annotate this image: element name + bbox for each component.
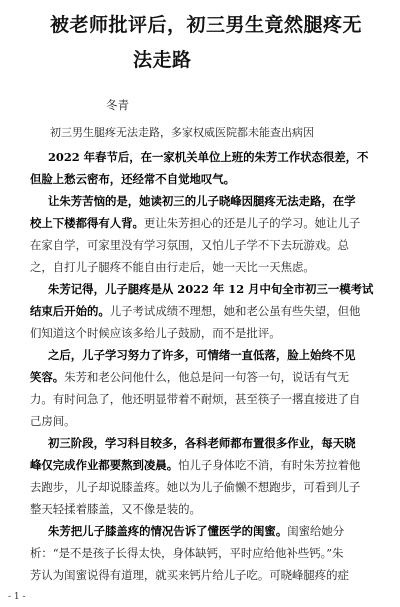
normal-text: 们知道这个时候应该多给儿子鼓励，而不是批评。 <box>30 326 281 340</box>
body-line <box>48 194 380 208</box>
body-line <box>30 480 380 494</box>
bold-text: 朱芳把儿子膝盖疼的情况告诉了懂医学的闺蜜。 <box>48 524 288 538</box>
body-line <box>48 150 380 164</box>
body-line <box>48 348 380 362</box>
page-number: - 1 - <box>8 592 26 602</box>
body-line <box>30 172 380 186</box>
body-line <box>48 436 380 450</box>
normal-text: 力。有时问急了，他还明显带着不耐烦，甚至筷子一撂直接进了自 <box>30 392 361 406</box>
normal-text: 析：“是不是孩子长得太快，身体缺钙，平时应给他补些钙。”朱 <box>30 546 344 560</box>
body-line <box>30 392 380 406</box>
bold-text: 2022 年春节后，在一家机关单位上班的朱芳工作状态很差，不 <box>48 150 369 164</box>
author-name: 冬青 <box>106 98 129 112</box>
bold-text: 让朱芳苦恼的是，她读初三的儿子晓峰因腿疼无法走路，在学 <box>48 194 356 208</box>
article-subtitle: 初三男生腿疼无法走路，多家权威医院都未能查出病因 <box>50 126 314 139</box>
body-line <box>30 304 380 318</box>
normal-text: 儿子考试成绩不理想，她和老公虽有些失望，但他 <box>109 304 361 318</box>
body-line <box>30 568 380 582</box>
normal-text: 芳认为闺蜜说得有道理，就买来钙片给儿子吃。可晓峰腿疼的症 <box>30 568 349 582</box>
body-line <box>30 546 380 560</box>
body-line <box>30 216 380 230</box>
bold-text: 但脸上愁云密布，还经常不自觉地叹气。 <box>30 172 236 186</box>
bold-text: 朱芳记得，儿子腿疼是从 2022 年 12 月中旬全市初三一模考试 <box>48 282 374 296</box>
body-line <box>30 502 380 516</box>
bold-text: 校上下楼都得有人背。 <box>30 216 144 230</box>
body-line <box>48 524 380 538</box>
normal-text: 己房间。 <box>30 414 76 428</box>
normal-text: 整天轻揉着膝盖，又不像是装的。 <box>30 502 201 516</box>
body-line <box>30 238 380 252</box>
body-line <box>30 414 380 428</box>
normal-text: 朱芳和老公问他什么，他总是问一句答一句，说话有气无 <box>64 370 349 384</box>
bold-text: 结束后开始的。 <box>30 304 110 318</box>
body-line <box>48 282 380 296</box>
normal-text: 闺蜜给她分 <box>287 524 345 538</box>
body-line <box>30 370 380 384</box>
normal-text: 去跑步，儿子却说膝盖疼。她以为儿子偷懒不想跑步，可看到儿子 <box>30 480 361 494</box>
normal-text: 更让朱芳担心的还是儿子的学习。她让儿子 <box>143 216 361 230</box>
article-title-line-2: 法走路 <box>133 49 192 71</box>
body-line <box>30 326 380 340</box>
bold-text: 初三阶段，学习科目较多，各科老师都布置很多作业，每天晓 <box>48 436 356 450</box>
normal-text: 怕儿子身体吃不消，有时朱芳拉着他 <box>178 458 361 472</box>
bold-text: 笑容。 <box>30 370 65 384</box>
normal-text: 在家自学，可家里没有学习氛围，又怕儿子学不下去玩游戏。总 <box>30 238 349 252</box>
body-line <box>30 260 380 274</box>
bold-text: 之后，儿子学习努力了许多，可情绪一直低落，脸上始终不见 <box>48 348 356 362</box>
body-line <box>30 458 380 472</box>
bold-text: 峰仅完成作业都要熬到凌晨。 <box>30 458 179 472</box>
normal-text: 之，自打儿子腿疼不能自由行走后，她一天比一天焦虑。 <box>30 260 315 274</box>
article-title-line-1: 被老师批评后，初三男生竟然腿疼无 <box>50 14 363 36</box>
